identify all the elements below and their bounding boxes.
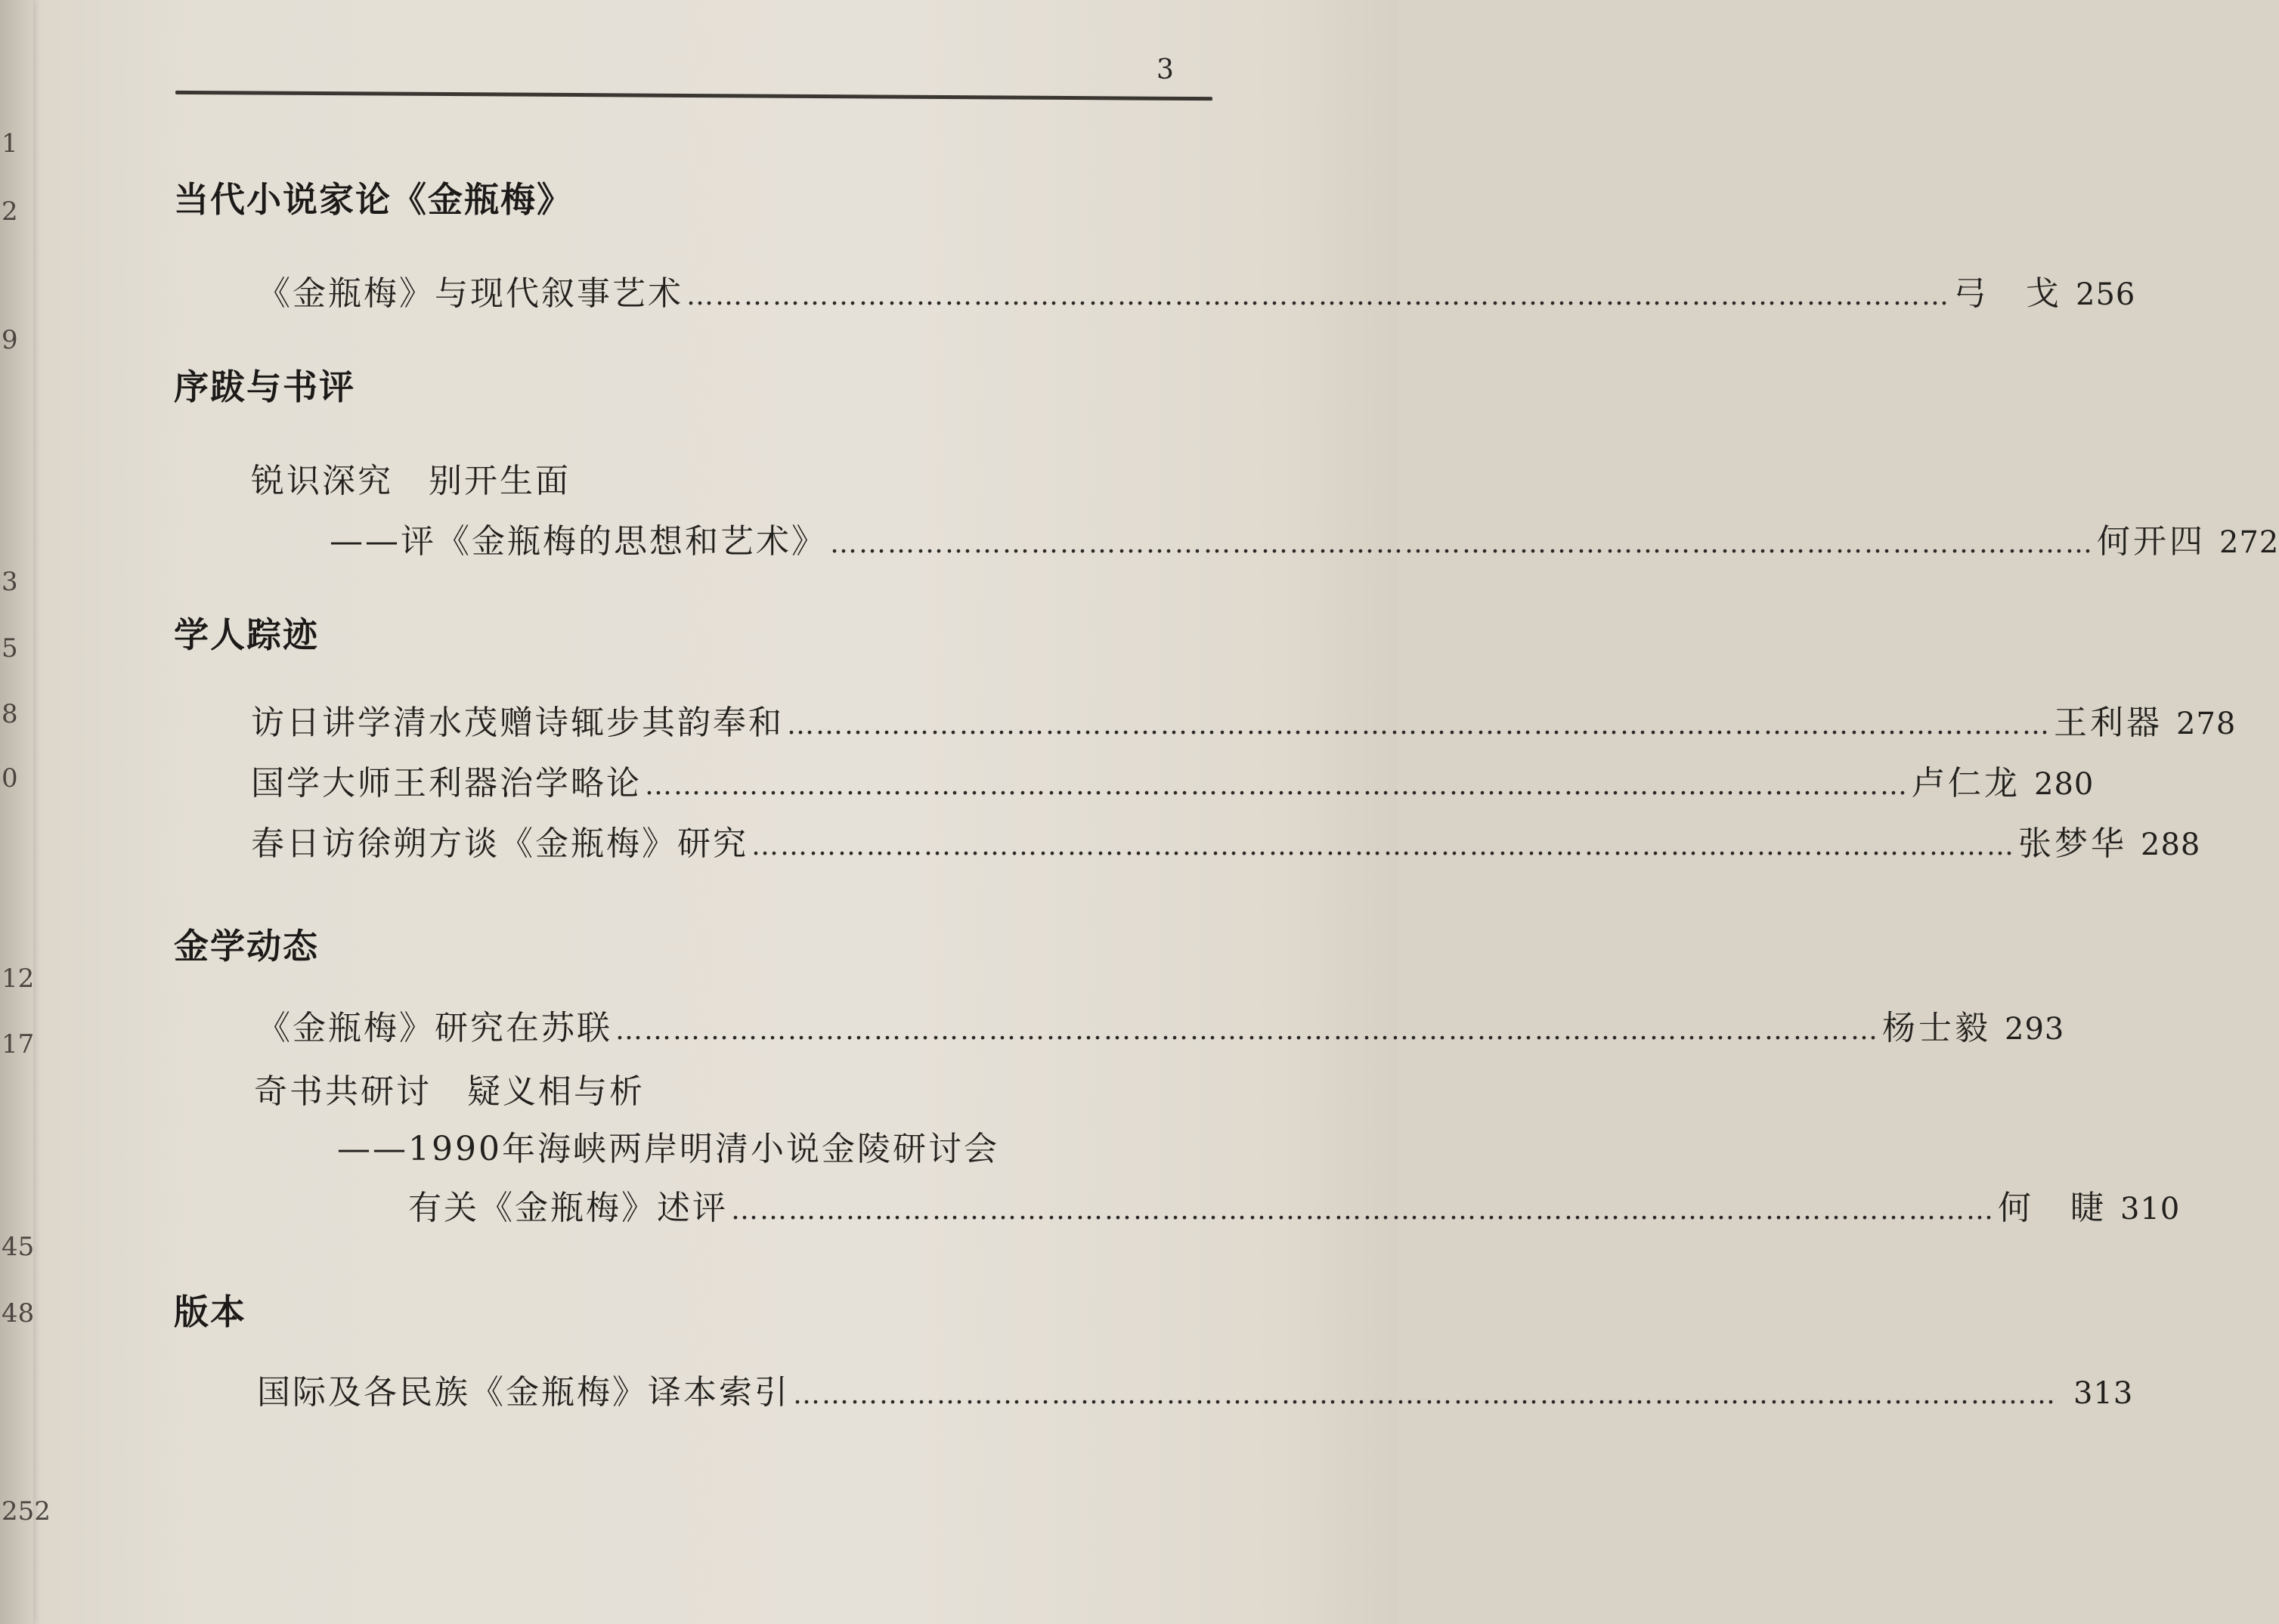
section-heading: 当代小说家论《金瓶梅》 [174,179,573,220]
entry-subtitle: ——评《金瓶梅的思想和艺术》 [330,522,827,561]
entry-title: 访日讲学清水茂赠诗辄步其韵奉和 [251,704,784,742]
dot-leader: …………………………………………………………………………………………………………………… [751,831,2015,861]
entry-page: 293 [2005,1012,2065,1047]
facing-page-number: 3 [2,567,18,597]
section-heading: 金学动态 [174,926,319,967]
facing-page-edge [0,0,51,1624]
facing-page-number: 48 [2,1298,35,1329]
entry-title[interactable]: 锐识深究 别开生面 [251,462,571,500]
facing-page-number: 1 [2,128,18,159]
entry-title: 春日访徐朔方谈《金瓶梅》研究 [251,824,748,863]
facing-page-number: 45 [2,1232,35,1262]
entry-title: 《金瓶梅》与现代叙事艺术 [257,274,683,313]
entry-title[interactable]: 奇书共研讨 疑义相与析 [254,1072,645,1111]
facing-page-number: 17 [2,1029,35,1059]
header-rule [175,91,1212,101]
dot-leader: …………………………………………………………………………………………………………………… [793,1379,2057,1410]
entry-title: 国学大师王利器治学略论 [251,764,642,803]
facing-page-number: 252 [2,1496,51,1527]
entry-author: 张梦华 [2018,824,2127,863]
dot-leader: …………………………………………………………………………………………………………………… [731,1195,1995,1226]
dot-leader: …………………………………………………………………………………………………………………… [645,770,1909,801]
page-number: 3 [1157,54,1174,85]
entry-page: 310 [2120,1192,2181,1227]
dot-leader: …………………………………………………………………………………………………………………… [830,528,2094,559]
entry-page: 313 [2073,1376,2134,1411]
entry-author: 何 睫 [1998,1189,2107,1227]
section-heading: 序跋与书评 [174,367,355,407]
entry-page: 256 [2076,277,2136,312]
facing-page-number: 5 [2,633,18,664]
facing-page-number: 9 [2,325,18,355]
facing-page-number: 2 [2,196,18,227]
entry-subtitle: 有关《金瓶梅》述评 [408,1189,728,1227]
entry-author: 弓 戈 [1953,274,2062,313]
section-heading: 学人踪迹 [174,614,319,655]
toc-entry[interactable] [251,756,2095,804]
toc-entry[interactable] [257,1365,2134,1413]
entry-page: 288 [2141,827,2201,862]
toc-entry[interactable] [408,1180,2181,1229]
entry-page: 272 [2219,525,2279,560]
entry-page: 280 [2034,767,2095,802]
entry-page: 278 [2176,707,2237,741]
toc-entry[interactable] [251,695,2237,744]
entry-title: 国际及各民族《金瓶梅》译本索引 [257,1373,790,1412]
toc-entry[interactable] [251,816,2201,865]
toc-entry[interactable] [330,514,2279,562]
entry-subtitle: ——1990年海峡两岸明清小说金陵研讨会 [337,1130,999,1168]
toc-entry[interactable] [257,1001,2065,1049]
facing-page-number: 12 [2,964,35,994]
facing-page-number: 0 [2,763,18,793]
dot-leader: …………………………………………………………………………………………………………………… [787,710,2051,741]
entry-author: 杨士毅 [1882,1009,1991,1047]
dot-leader: …………………………………………………………………………………………………………………… [686,280,1950,311]
toc-entry[interactable] [257,266,2136,314]
dot-leader: …………………………………………………………………………………………………………………… [615,1015,1879,1046]
entry-author: 何开四 [2097,522,2206,561]
entry-author: 卢仁龙 [1912,764,2020,803]
section-heading: 版本 [174,1291,246,1332]
entry-title: 《金瓶梅》研究在苏联 [257,1009,612,1047]
facing-page-number: 8 [2,699,18,729]
entry-author: 王利器 [2054,704,2163,742]
